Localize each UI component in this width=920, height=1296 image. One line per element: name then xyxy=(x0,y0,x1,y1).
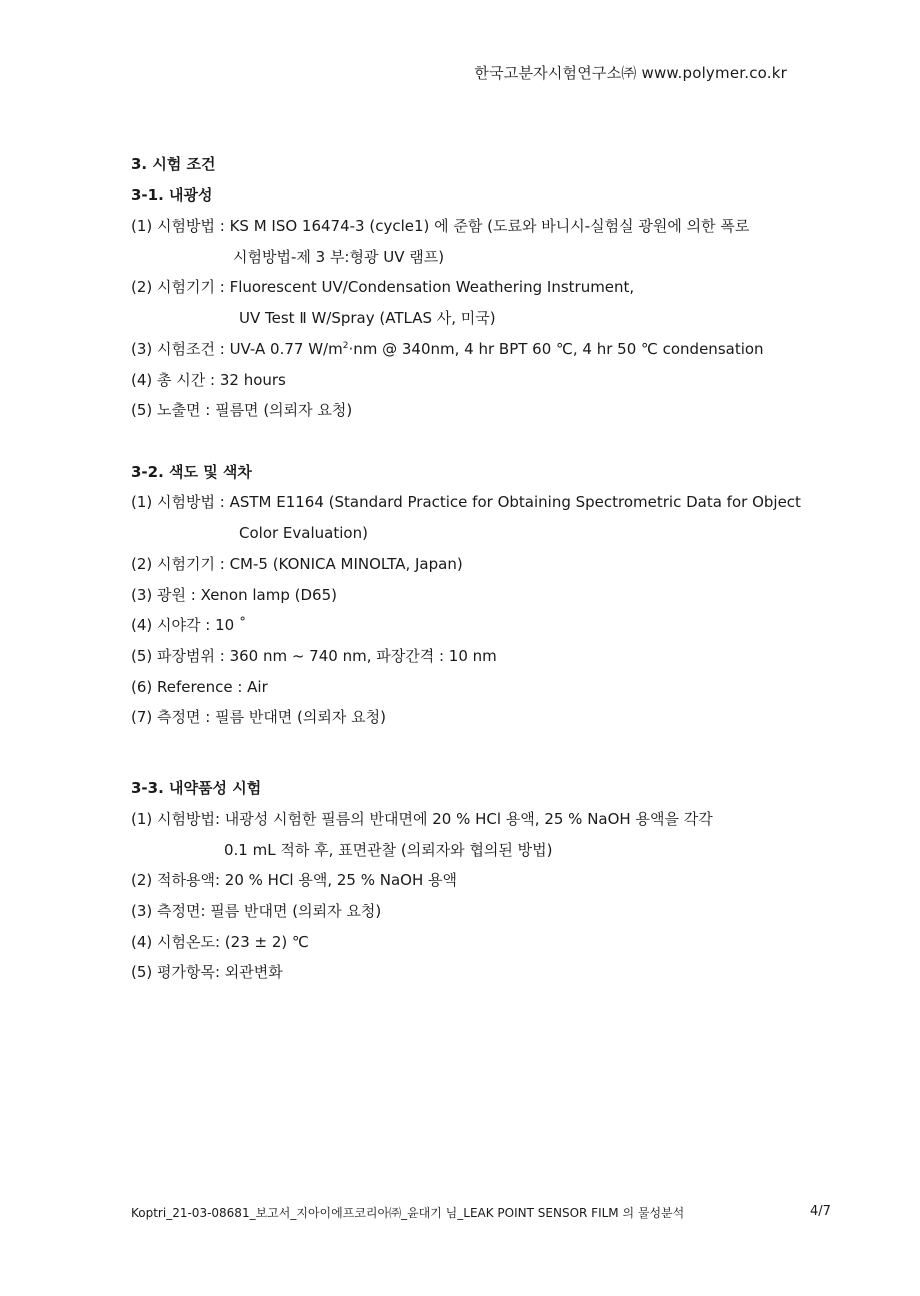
list-item: (5) 노출면 : 필름면 (의뢰자 요청) xyxy=(131,401,353,419)
list-item: (4) 시야각 : 10 ˚ xyxy=(131,616,247,634)
list-item: (7) 측정면 : 필름 반대면 (의뢰자 요청) xyxy=(131,708,386,726)
list-item: (3) 광원 : Xenon lamp (D65) xyxy=(131,586,337,604)
list-item: (4) 총 시간 : 32 hours xyxy=(131,371,286,389)
list-item-continuation: Color Evaluation) xyxy=(239,524,368,542)
list-item: (4) 시험온도: (23 ± 2) ℃ xyxy=(131,933,309,951)
list-item-text: (3) 시험조건 : UV-A 0.77 W/m xyxy=(131,340,343,358)
list-item: (2) 시험기기 : CM-5 (KONICA MINOLTA, Japan) xyxy=(131,555,463,573)
subsection-title-chemical-resistance: 3-3. 내약품성 시험 xyxy=(131,779,262,797)
list-item: (5) 파장범위 : 360 nm ~ 740 nm, 파장간격 : 10 nm xyxy=(131,647,497,665)
subsection-title-lightfastness: 3-1. 내광성 xyxy=(131,186,213,204)
list-item xyxy=(131,339,764,359)
list-item-text: ·nm @ 340nm, 4 hr BPT 60 ℃, 4 hr 50 ℃ condensation xyxy=(348,340,764,358)
list-item-continuation: 0.1 mL 적하 후, 표면관찰 (의뢰자와 협의된 방법) xyxy=(224,841,553,859)
list-item: (1) 시험방법 : KS M ISO 16474-3 (cycle1) 에 준함 (도료와 바니시-실험실 광원에 의한 폭로 xyxy=(131,217,750,235)
list-item-continuation: 시험방법-제 3 부:형광 UV 램프) xyxy=(233,248,445,266)
list-item-continuation: UV Test Ⅱ W/Spray (ATLAS 사, 미국) xyxy=(239,309,496,327)
subsection-title-color: 3-2. 색도 및 색차 xyxy=(131,463,252,481)
footer-document-id: Koptri_21-03-08681_보고서_지아이에프코리아㈜_윤대기 님_LEAK POINT SENSOR FILM 의 물성분석 xyxy=(131,1206,685,1220)
page-header: 한국고분자시험연구소㈜ www.polymer.co.kr xyxy=(474,64,787,82)
list-item: (3) 측정면: 필름 반대면 (의뢰자 요청) xyxy=(131,902,382,920)
list-item: (2) 적하용액: 20 % HCl 용액, 25 % NaOH 용액 xyxy=(131,871,458,889)
list-item: (6) Reference : Air xyxy=(131,678,268,696)
superscript: 2 xyxy=(342,341,349,351)
footer-page-number: 4/7 xyxy=(810,1204,831,1219)
list-item: (1) 시험방법 : ASTM E1164 (Standard Practice for Obtaining Spectrometric Data for Object xyxy=(131,493,801,511)
section-title: 3. 시험 조건 xyxy=(131,155,216,173)
list-item: (1) 시험방법: 내광성 시험한 필름의 반대면에 20 % HCl 용액, 25 % NaOH 용액을 각각 xyxy=(131,810,713,828)
list-item: (2) 시험기기 : Fluorescent UV/Condensation Weathering Instrument, xyxy=(131,278,635,296)
list-item: (5) 평가항목: 외관변화 xyxy=(131,963,283,981)
